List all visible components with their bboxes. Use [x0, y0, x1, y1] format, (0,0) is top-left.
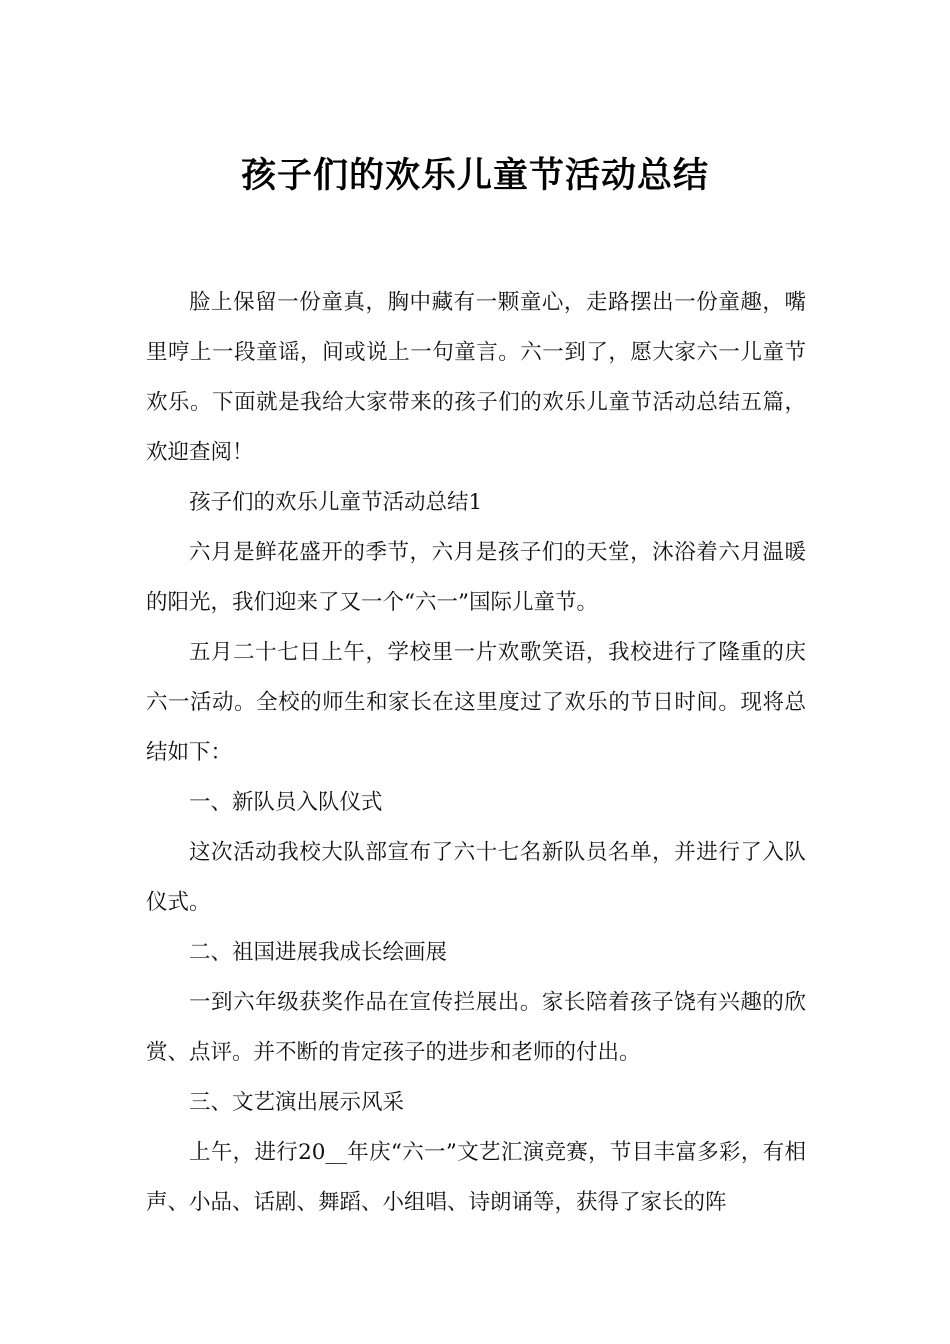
- body-paragraph: 一到六年级获奖作品在宣传拦展出。家长陪着孩子饶有兴趣的欣赏、点评。并不断的肯定孩子的进步和老师的付出。: [146, 990, 806, 1065]
- body-paragraph: 这次活动我校大队部宣布了六十七名新队员名单，并进行了入队仪式。: [146, 840, 806, 915]
- body-paragraph: 上午，进行20__年庆“六一”文艺汇演竞赛，节目丰富多彩，有相声、小品、话剧、舞蹈、小组唱、诗朗诵等，获得了家长的阵: [146, 1140, 806, 1215]
- subheading-performance: 三、文艺演出展示风采: [189, 1090, 405, 1115]
- document-title: 孩子们的欢乐儿童节活动总结: [240, 156, 709, 197]
- body-paragraph: 六月是鲜花盛开的季节，六月是孩子们的天堂，沐浴着六月温暖的阳光，我们迎来了又一个“六一”国际儿童节。: [146, 540, 806, 615]
- subheading-new-members: 一、新队员入队仪式: [189, 790, 383, 815]
- document-body: [146, 278, 806, 1228]
- body-paragraph: 五月二十七日上午，学校里一片欢歌笑语，我校进行了隆重的庆六一活动。全校的师生和家长在这里度过了欢乐的节日时间。现将总结如下：: [146, 640, 806, 765]
- intro-paragraph: 脸上保留一份童真，胸中藏有一颗童心，走路摆出一份童趣，嘴里哼上一段童谣，间或说上一句童言。六一到了，愿大家六一儿童节欢乐。下面就是我给大家带来的孩子们的欢乐儿童节活动总结五篇，欢迎查阅！: [146, 290, 806, 465]
- subheading-painting-exhibition: 二、祖国进展我成长绘画展: [189, 940, 448, 965]
- section-heading-1: 孩子们的欢乐儿童节活动总结1: [189, 490, 483, 515]
